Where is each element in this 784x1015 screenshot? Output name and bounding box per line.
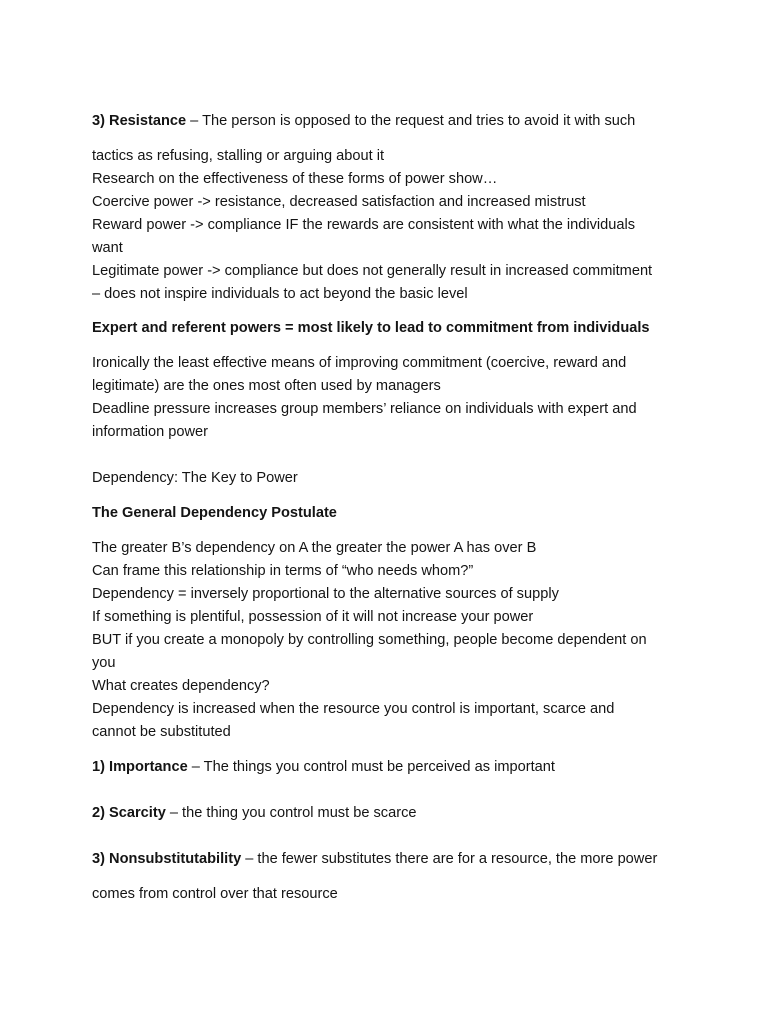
expert-referent-heading: Expert and referent powers = most likely to lead to commitment from individuals <box>92 320 650 336</box>
postulate-line-2: Can frame this relationship in terms of “who needs whom?” <box>92 563 474 579</box>
research-line-2: Coercive power -> resistance, decreased satisfaction and increased mistrust <box>92 194 586 210</box>
resistance-line <box>92 112 712 130</box>
dependency-title: Dependency: The Key to Power <box>92 470 298 486</box>
postulate-line-8: Dependency is increased when the resource you control is important, scarce and <box>92 701 615 717</box>
resistance-text: – The person is opposed to the request and tries to avoid it with such <box>186 113 636 129</box>
importance-line <box>92 758 712 776</box>
research-line-6: – does not inspire individuals to act beyond the basic level <box>92 286 468 302</box>
postulate-line-3: Dependency = inversely proportional to the alternative sources of supply <box>92 586 559 602</box>
research-line-4: want <box>92 240 123 256</box>
ironic-line-3: Deadline pressure increases group members’ reliance on individuals with expert and <box>92 401 637 417</box>
resistance-heading: 3) Resistance <box>92 113 187 129</box>
research-line-3: Reward power -> compliance IF the rewards are consistent with what the individuals <box>92 217 636 233</box>
postulate-line-9: cannot be substituted <box>92 724 231 740</box>
ironic-line-4: information power <box>92 424 208 440</box>
nonsubstitutability-line <box>92 850 712 868</box>
scarcity-text: – the thing you control must be scarce <box>165 805 417 821</box>
postulate-line-4: If something is plentiful, possession of it will not increase your power <box>92 609 534 625</box>
postulate-line-5: BUT if you create a monopoly by controlling something, people become dependent on <box>92 632 647 648</box>
postulate-line-7: What creates dependency? <box>92 678 270 694</box>
scarcity-heading: 2) Scarcity <box>92 805 166 821</box>
postulate-heading: The General Dependency Postulate <box>92 505 337 521</box>
research-line-5: Legitimate power -> compliance but does not generally result in increased commitment <box>92 263 653 279</box>
nonsubstitutability-heading: 3) Nonsubstitutability <box>92 851 242 867</box>
ironic-line-1: Ironically the least effective means of improving commitment (coercive, reward and <box>92 355 627 371</box>
nonsubstitutability-line-2: comes from control over that resource <box>92 886 338 902</box>
postulate-line-1: The greater B’s dependency on A the greater the power A has over B <box>92 540 537 556</box>
ironic-line-2: legitimate) are the ones most often used by managers <box>92 378 441 394</box>
postulate-line-6: you <box>92 655 116 671</box>
resistance-line-2: tactics as refusing, stalling or arguing about it <box>92 148 385 164</box>
scarcity-line <box>92 804 712 822</box>
importance-text: – The things you control must be perceived as important <box>187 759 555 775</box>
nonsubstitutability-text: – the fewer substitutes there are for a resource, the more power <box>241 851 658 867</box>
research-line-1: Research on the effectiveness of these forms of power show… <box>92 171 498 187</box>
importance-heading: 1) Importance <box>92 759 188 775</box>
